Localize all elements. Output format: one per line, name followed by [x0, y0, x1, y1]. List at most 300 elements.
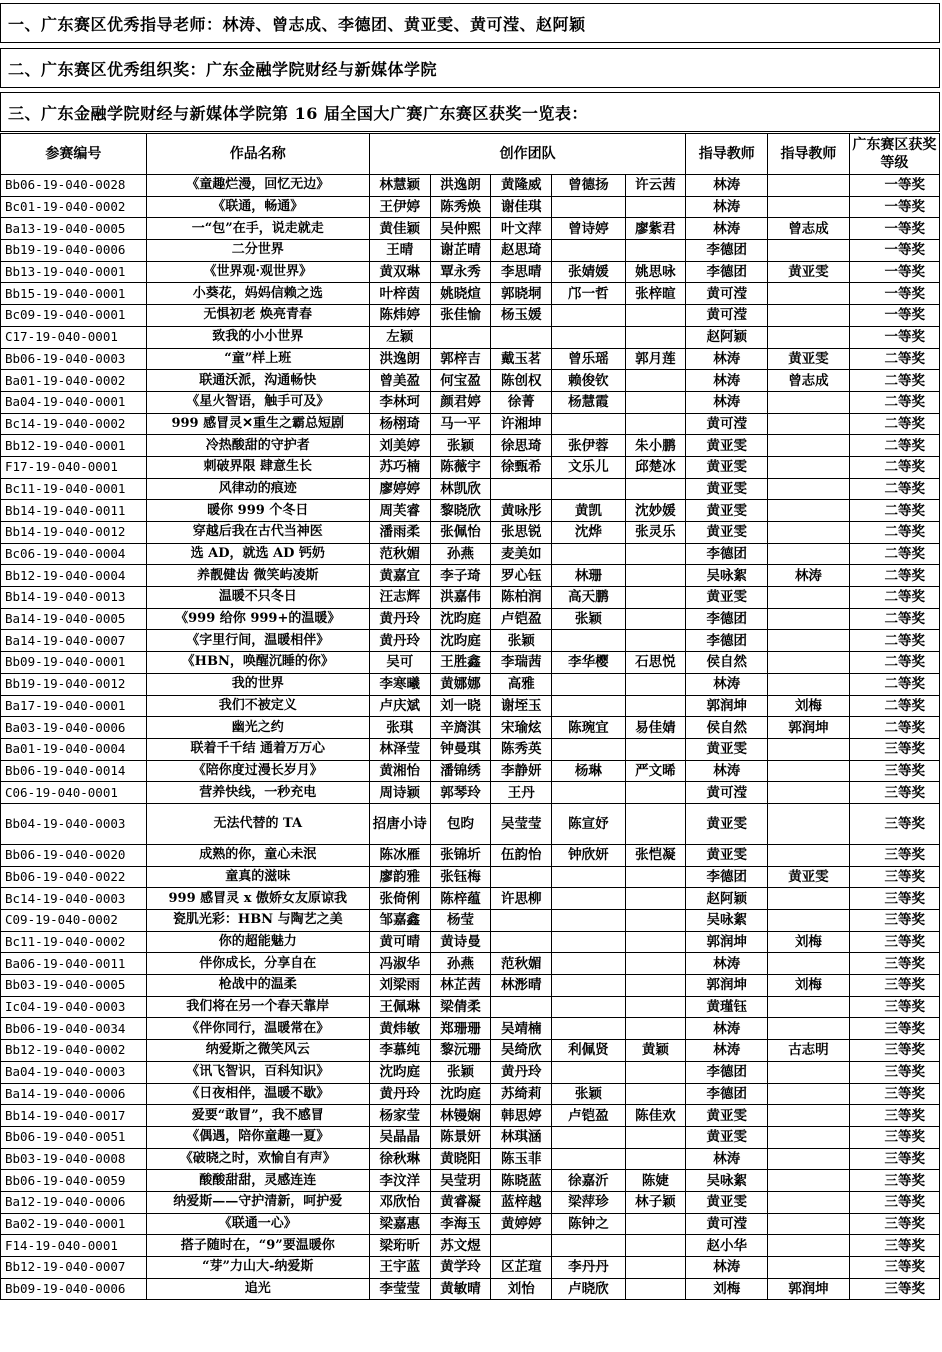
team-member: 卢铠盈 [552, 1105, 625, 1127]
teacher-2 [768, 1061, 850, 1083]
team-member: 王伊婷 [369, 196, 430, 218]
teacher-1: 李德团 [686, 608, 768, 630]
teacher-2: 刘梅 [768, 695, 850, 717]
team-member: 黄凯 [552, 500, 625, 522]
teacher-1: 郭润坤 [686, 695, 768, 717]
team-member: 黄颖 [625, 1040, 686, 1062]
award-level: 二等奖 [849, 370, 939, 392]
team-member: 陈薇宇 [430, 456, 491, 478]
team-member: 李汶洋 [369, 1170, 430, 1192]
work-title: 纳爱斯——守护清新，呵护爱 [146, 1191, 369, 1213]
entry-code: Bb14-19-040-0012 [1, 522, 147, 544]
work-title: 选 AD，就选 AD 钙奶 [146, 543, 369, 565]
team-member: 林凯欣 [430, 478, 491, 500]
award-level: 三等奖 [849, 1191, 939, 1213]
award-level: 三等奖 [849, 844, 939, 866]
team-member: 洪嘉伟 [430, 587, 491, 609]
team-member: 戴玉茗 [491, 348, 552, 370]
teacher-1: 黄亚雯 [686, 500, 768, 522]
teacher-1: 林涛 [686, 953, 768, 975]
work-title: 《HBN，唤醒沉睡的你》 [146, 652, 369, 674]
work-title: 营养快线，一秒充电 [146, 782, 369, 804]
award-level: 三等奖 [849, 1040, 939, 1062]
table-row [1, 522, 940, 544]
table-row [1, 196, 940, 218]
entry-code: F14-19-040-0001 [1, 1235, 147, 1257]
team-member: 李子琦 [430, 565, 491, 587]
award-level: 三等奖 [849, 1278, 939, 1300]
table-row [1, 1148, 940, 1170]
team-member [625, 910, 686, 932]
teacher-1: 吴咏絮 [686, 1170, 768, 1192]
team-member: 郑珊珊 [430, 1018, 491, 1040]
team-member: 吴莹莹 [491, 803, 552, 844]
teacher-2: 曾志成 [768, 370, 850, 392]
team-member: 张锦圻 [430, 844, 491, 866]
team-member: 邹嘉鑫 [369, 910, 430, 932]
team-member [625, 738, 686, 760]
team-member [552, 738, 625, 760]
team-member: 谢佳琪 [491, 196, 552, 218]
award-level: 三等奖 [849, 996, 939, 1018]
entry-code: Bc11-19-040-0001 [1, 478, 147, 500]
team-member [625, 543, 686, 565]
table-row [1, 1191, 940, 1213]
work-title: 我们将在另一个春天靠岸 [146, 996, 369, 1018]
entry-code: Ba06-19-040-0011 [1, 953, 147, 975]
team-member: 黄学玲 [430, 1257, 491, 1279]
entry-code: Bb06-19-040-0003 [1, 348, 147, 370]
teacher-2 [768, 435, 850, 457]
teacher-1: 黄可滢 [686, 782, 768, 804]
work-title: 成熟的你，童心未泯 [146, 844, 369, 866]
table-row [1, 305, 940, 327]
teacher-2: 曾志成 [768, 218, 850, 240]
award-level: 二等奖 [849, 608, 939, 630]
team-member: 潘锦绣 [430, 760, 491, 782]
team-member [491, 1235, 552, 1257]
award-level: 二等奖 [849, 348, 939, 370]
team-member: 李寒曦 [369, 673, 430, 695]
team-member [552, 782, 625, 804]
section-header-teachers: 一、广东赛区优秀指导老师：林涛、曾志成、李德团、黄亚雯、黄可滢、赵阿颖 [0, 3, 940, 43]
award-level: 三等奖 [849, 1170, 939, 1192]
team-member [552, 305, 625, 327]
team-member: 徐菁 [491, 391, 552, 413]
teacher-1: 黄亚雯 [686, 478, 768, 500]
team-member: 黄娜娜 [430, 673, 491, 695]
team-member: 曾乐瑶 [552, 348, 625, 370]
team-member: 文乐儿 [552, 456, 625, 478]
team-member [552, 1235, 625, 1257]
table-row [1, 1083, 940, 1105]
table-row [1, 630, 940, 652]
team-member: 麦美如 [491, 543, 552, 565]
work-title: 酸酸甜甜，灵感连连 [146, 1170, 369, 1192]
table-row [1, 975, 940, 997]
award-level: 三等奖 [849, 953, 939, 975]
team-member: 李丹丹 [552, 1257, 625, 1279]
team-member: 黄丹玲 [369, 1083, 430, 1105]
teacher-2 [768, 587, 850, 609]
work-title: 你的超能魅力 [146, 931, 369, 953]
team-member: 李静妍 [491, 760, 552, 782]
entry-code: Ba04-19-040-0001 [1, 391, 147, 413]
award-level: 二等奖 [849, 522, 939, 544]
teacher-2 [768, 608, 850, 630]
team-member: 林琪涵 [491, 1126, 552, 1148]
teacher-1: 黄亚雯 [686, 587, 768, 609]
award-level: 三等奖 [849, 1235, 939, 1257]
table-row [1, 695, 940, 717]
award-level: 三等奖 [849, 910, 939, 932]
team-member: 马一平 [430, 413, 491, 435]
team-member [625, 1278, 686, 1300]
team-member: 张梓暄 [625, 283, 686, 305]
team-member: 张恺凝 [625, 844, 686, 866]
team-member: 张思锐 [491, 522, 552, 544]
teacher-2 [768, 1018, 850, 1040]
team-member [625, 587, 686, 609]
teacher-1: 赵阿颖 [686, 888, 768, 910]
team-member [625, 953, 686, 975]
teacher-2: 刘梅 [768, 931, 850, 953]
work-title: 幽光之约 [146, 717, 369, 739]
teacher-2: 郭润坤 [768, 717, 850, 739]
team-member: 招唐小诗 [369, 803, 430, 844]
team-member: 张颖 [491, 630, 552, 652]
col-header-team: 创作团队 [369, 134, 685, 175]
team-member: 李慕纯 [369, 1040, 430, 1062]
team-member: 王晴 [369, 240, 430, 262]
team-member [552, 630, 625, 652]
table-header-row [1, 134, 940, 175]
entry-code: Bb12-19-040-0007 [1, 1257, 147, 1279]
table-row [1, 608, 940, 630]
teacher-2 [768, 500, 850, 522]
teacher-2 [768, 652, 850, 674]
team-member: 韩思婷 [491, 1105, 552, 1127]
entry-code: C09-19-040-0002 [1, 910, 147, 932]
award-level: 一等奖 [849, 283, 939, 305]
award-level: 二等奖 [849, 565, 939, 587]
team-member: 王宇蓝 [369, 1257, 430, 1279]
team-member [625, 240, 686, 262]
team-member [625, 326, 686, 348]
teacher-1: 郭润坤 [686, 931, 768, 953]
team-member: 周芙睿 [369, 500, 430, 522]
table-row [1, 413, 940, 435]
teacher-2: 黄亚雯 [768, 348, 850, 370]
team-member: 潘雨柔 [369, 522, 430, 544]
team-member: 张佩怡 [430, 522, 491, 544]
team-member: 苏文煜 [430, 1235, 491, 1257]
team-member: 伍韵怡 [491, 844, 552, 866]
entry-code: Ba17-19-040-0001 [1, 695, 147, 717]
team-member: 颜君婷 [430, 391, 491, 413]
teacher-2 [768, 673, 850, 695]
team-member [552, 910, 625, 932]
entry-code: Ba14-19-040-0006 [1, 1083, 147, 1105]
team-member: 赖俊钦 [552, 370, 625, 392]
work-title: 《联通，畅通》 [146, 196, 369, 218]
team-member: 廖韵雅 [369, 866, 430, 888]
entry-code: Bb04-19-040-0003 [1, 803, 147, 844]
team-member: 周诗颖 [369, 782, 430, 804]
work-title: 联着千千结 通着万万心 [146, 738, 369, 760]
entry-code: C17-19-040-0001 [1, 326, 147, 348]
team-member: 林泽莹 [369, 738, 430, 760]
team-member: 黎沅珊 [430, 1040, 491, 1062]
entry-code: Bb14-19-040-0017 [1, 1105, 147, 1127]
team-member: 郭梓吉 [430, 348, 491, 370]
team-member: 卢晓欣 [552, 1278, 625, 1300]
award-level: 三等奖 [849, 888, 939, 910]
work-title: 养靓健齿 微笑屿凌斯 [146, 565, 369, 587]
col-header-award: 广东赛区获奖等级 [849, 134, 939, 175]
team-member: 黎晓欣 [430, 500, 491, 522]
award-level: 二等奖 [849, 435, 939, 457]
award-level: 三等奖 [849, 803, 939, 844]
team-member: 黄睿凝 [430, 1191, 491, 1213]
team-member: 黄丹玲 [369, 630, 430, 652]
team-member [625, 1018, 686, 1040]
team-member [625, 1083, 686, 1105]
team-member: 沈昀庭 [430, 630, 491, 652]
table-row [1, 1170, 940, 1192]
team-member: 黄咏彤 [491, 500, 552, 522]
team-member [552, 866, 625, 888]
team-member: 邱楚冰 [625, 456, 686, 478]
team-member: 黄嘉宜 [369, 565, 430, 587]
teacher-1: 李德团 [686, 630, 768, 652]
teacher-2 [768, 996, 850, 1018]
col-header-code: 参赛编号 [1, 134, 147, 175]
team-member [552, 975, 625, 997]
work-title: 《999 给你 999+的温暖》 [146, 608, 369, 630]
team-member: 黄可晴 [369, 931, 430, 953]
team-member: 陈景妍 [430, 1126, 491, 1148]
team-member: 吴莹玥 [430, 1170, 491, 1192]
work-title: 二分世界 [146, 240, 369, 262]
team-member [552, 196, 625, 218]
team-member: 黄炜敏 [369, 1018, 430, 1040]
work-title: 童真的滋味 [146, 866, 369, 888]
team-member: 徐甄希 [491, 456, 552, 478]
team-member [491, 996, 552, 1018]
team-member [430, 326, 491, 348]
table-row [1, 738, 940, 760]
team-member: 罗心钰 [491, 565, 552, 587]
team-member [625, 478, 686, 500]
teacher-1: 李德团 [686, 866, 768, 888]
team-member: 左颖 [369, 326, 430, 348]
team-member: 李莹莹 [369, 1278, 430, 1300]
team-member: 黄双琳 [369, 261, 430, 283]
team-member: 黄婷婷 [491, 1213, 552, 1235]
team-member: 陈秀英 [491, 738, 552, 760]
team-member [625, 1257, 686, 1279]
team-member: 孙燕 [430, 953, 491, 975]
entry-code: Bb12-19-040-0004 [1, 565, 147, 587]
team-member: 廖婷婷 [369, 478, 430, 500]
teacher-1: 林涛 [686, 370, 768, 392]
team-member [552, 326, 625, 348]
teacher-2 [768, 888, 850, 910]
work-title: 追光 [146, 1278, 369, 1300]
team-member: 张佳愉 [430, 305, 491, 327]
entry-code: Bc11-19-040-0002 [1, 931, 147, 953]
team-member: 张婧媛 [552, 261, 625, 283]
award-level: 二等奖 [849, 717, 939, 739]
table-row [1, 456, 940, 478]
teacher-2 [768, 522, 850, 544]
teacher-1: 黄亚雯 [686, 1126, 768, 1148]
team-member: 刘一晓 [430, 695, 491, 717]
team-member: 何宝盈 [430, 370, 491, 392]
team-member: 曾美盈 [369, 370, 430, 392]
entry-code: Bb14-19-040-0013 [1, 587, 147, 609]
teacher-1: 黄亚雯 [686, 1105, 768, 1127]
team-member: 洪逸朗 [369, 348, 430, 370]
table-row [1, 931, 940, 953]
team-member: 李思晴 [491, 261, 552, 283]
award-level: 一等奖 [849, 196, 939, 218]
table-row [1, 953, 940, 975]
team-member [552, 1148, 625, 1170]
team-member: 杨玉媛 [491, 305, 552, 327]
teacher-2 [768, 1170, 850, 1192]
team-member: 区芷瑄 [491, 1257, 552, 1279]
teacher-2 [768, 738, 850, 760]
team-member: 陈炜婷 [369, 305, 430, 327]
team-member: 林慧颖 [369, 175, 430, 197]
award-level: 一等奖 [849, 326, 939, 348]
team-member: 廖紫君 [625, 218, 686, 240]
team-member [625, 931, 686, 953]
teacher-1: 黄瑾钰 [686, 996, 768, 1018]
work-title: 《日夜相伴，温暖不歇》 [146, 1083, 369, 1105]
team-member: 张倚俐 [369, 888, 430, 910]
section-header-organization: 二、广东赛区优秀组织奖：广东金融学院财经与新媒体学院 [0, 48, 940, 88]
team-member: 陈琬宜 [552, 717, 625, 739]
table-row [1, 803, 940, 844]
work-title: 我的世界 [146, 673, 369, 695]
teacher-2 [768, 1235, 850, 1257]
entry-code: Bb03-19-040-0005 [1, 975, 147, 997]
teacher-2: 刘梅 [768, 975, 850, 997]
team-member [625, 1148, 686, 1170]
teacher-1: 侯自然 [686, 717, 768, 739]
teacher-2 [768, 630, 850, 652]
work-title: 999 感冒灵✕重生之霸总短剧 [146, 413, 369, 435]
team-member [625, 1126, 686, 1148]
entry-code: Bb06-19-040-0014 [1, 760, 147, 782]
team-member: 陈梓蕴 [430, 888, 491, 910]
team-member: 杨慧霞 [552, 391, 625, 413]
entry-code: Bc09-19-040-0001 [1, 305, 147, 327]
entry-code: Bc01-19-040-0002 [1, 196, 147, 218]
team-member: 石思悦 [625, 652, 686, 674]
team-member: 吴晶晶 [369, 1126, 430, 1148]
teacher-1: 郭润坤 [686, 975, 768, 997]
teacher-1: 黄可滢 [686, 283, 768, 305]
team-member: 林子颖 [625, 1191, 686, 1213]
team-member: 陈婕 [625, 1170, 686, 1192]
team-member [552, 888, 625, 910]
teacher-1: 林涛 [686, 175, 768, 197]
teacher-1: 李德团 [686, 261, 768, 283]
team-member: 钟曼琪 [430, 738, 491, 760]
team-member: 徐秋琳 [369, 1148, 430, 1170]
team-member [625, 803, 686, 844]
teacher-2 [768, 175, 850, 197]
team-member: 徐思琦 [491, 435, 552, 457]
team-member [625, 782, 686, 804]
team-member: 易佳婧 [625, 717, 686, 739]
team-member [625, 305, 686, 327]
table-row [1, 717, 940, 739]
table-row [1, 1105, 940, 1127]
award-level: 二等奖 [849, 391, 939, 413]
teacher-1: 林涛 [686, 348, 768, 370]
team-member: 朱小鹏 [625, 435, 686, 457]
teacher-1: 赵小华 [686, 1235, 768, 1257]
teacher-2 [768, 782, 850, 804]
teacher-2 [768, 326, 850, 348]
teacher-2 [768, 1126, 850, 1148]
team-member: 张伊蓉 [552, 435, 625, 457]
entry-code: Bb09-19-040-0006 [1, 1278, 147, 1300]
team-member: 王胜鑫 [430, 652, 491, 674]
award-level: 三等奖 [849, 931, 939, 953]
team-member [552, 695, 625, 717]
award-level: 三等奖 [849, 782, 939, 804]
teacher-2 [768, 953, 850, 975]
teacher-1: 黄亚雯 [686, 803, 768, 844]
team-member: 姚思咏 [625, 261, 686, 283]
team-member: 黄敏晴 [430, 1278, 491, 1300]
award-level: 三等奖 [849, 738, 939, 760]
teacher-2 [768, 543, 850, 565]
team-member: 张颖 [430, 1061, 491, 1083]
team-member [625, 888, 686, 910]
table-row [1, 673, 940, 695]
team-member: 沈昀庭 [430, 608, 491, 630]
work-title: 《破晓之时，欢愉自有声》 [146, 1148, 369, 1170]
entry-code: Bb03-19-040-0008 [1, 1148, 147, 1170]
teacher-2 [768, 844, 850, 866]
work-title: 《讯飞智识，百科知识》 [146, 1061, 369, 1083]
team-member [552, 478, 625, 500]
award-level: 一等奖 [849, 305, 939, 327]
teacher-2 [768, 196, 850, 218]
team-member: 卢铠盈 [491, 608, 552, 630]
entry-code: Bb13-19-040-0001 [1, 261, 147, 283]
entry-code: Ba12-19-040-0006 [1, 1191, 147, 1213]
award-level: 三等奖 [849, 1083, 939, 1105]
entry-code: Bb06-19-040-0028 [1, 175, 147, 197]
teacher-2: 古志明 [768, 1040, 850, 1062]
award-level: 三等奖 [849, 1213, 939, 1235]
work-title: 伴你成长，分享自在 [146, 953, 369, 975]
work-title: 一“包”在手，说走就走 [146, 218, 369, 240]
team-member: 杨家莹 [369, 1105, 430, 1127]
team-member: 汪志辉 [369, 587, 430, 609]
teacher-1: 林涛 [686, 1018, 768, 1040]
entry-code: Bb06-19-040-0022 [1, 866, 147, 888]
work-title: 冷热酸甜的守护者 [146, 435, 369, 457]
